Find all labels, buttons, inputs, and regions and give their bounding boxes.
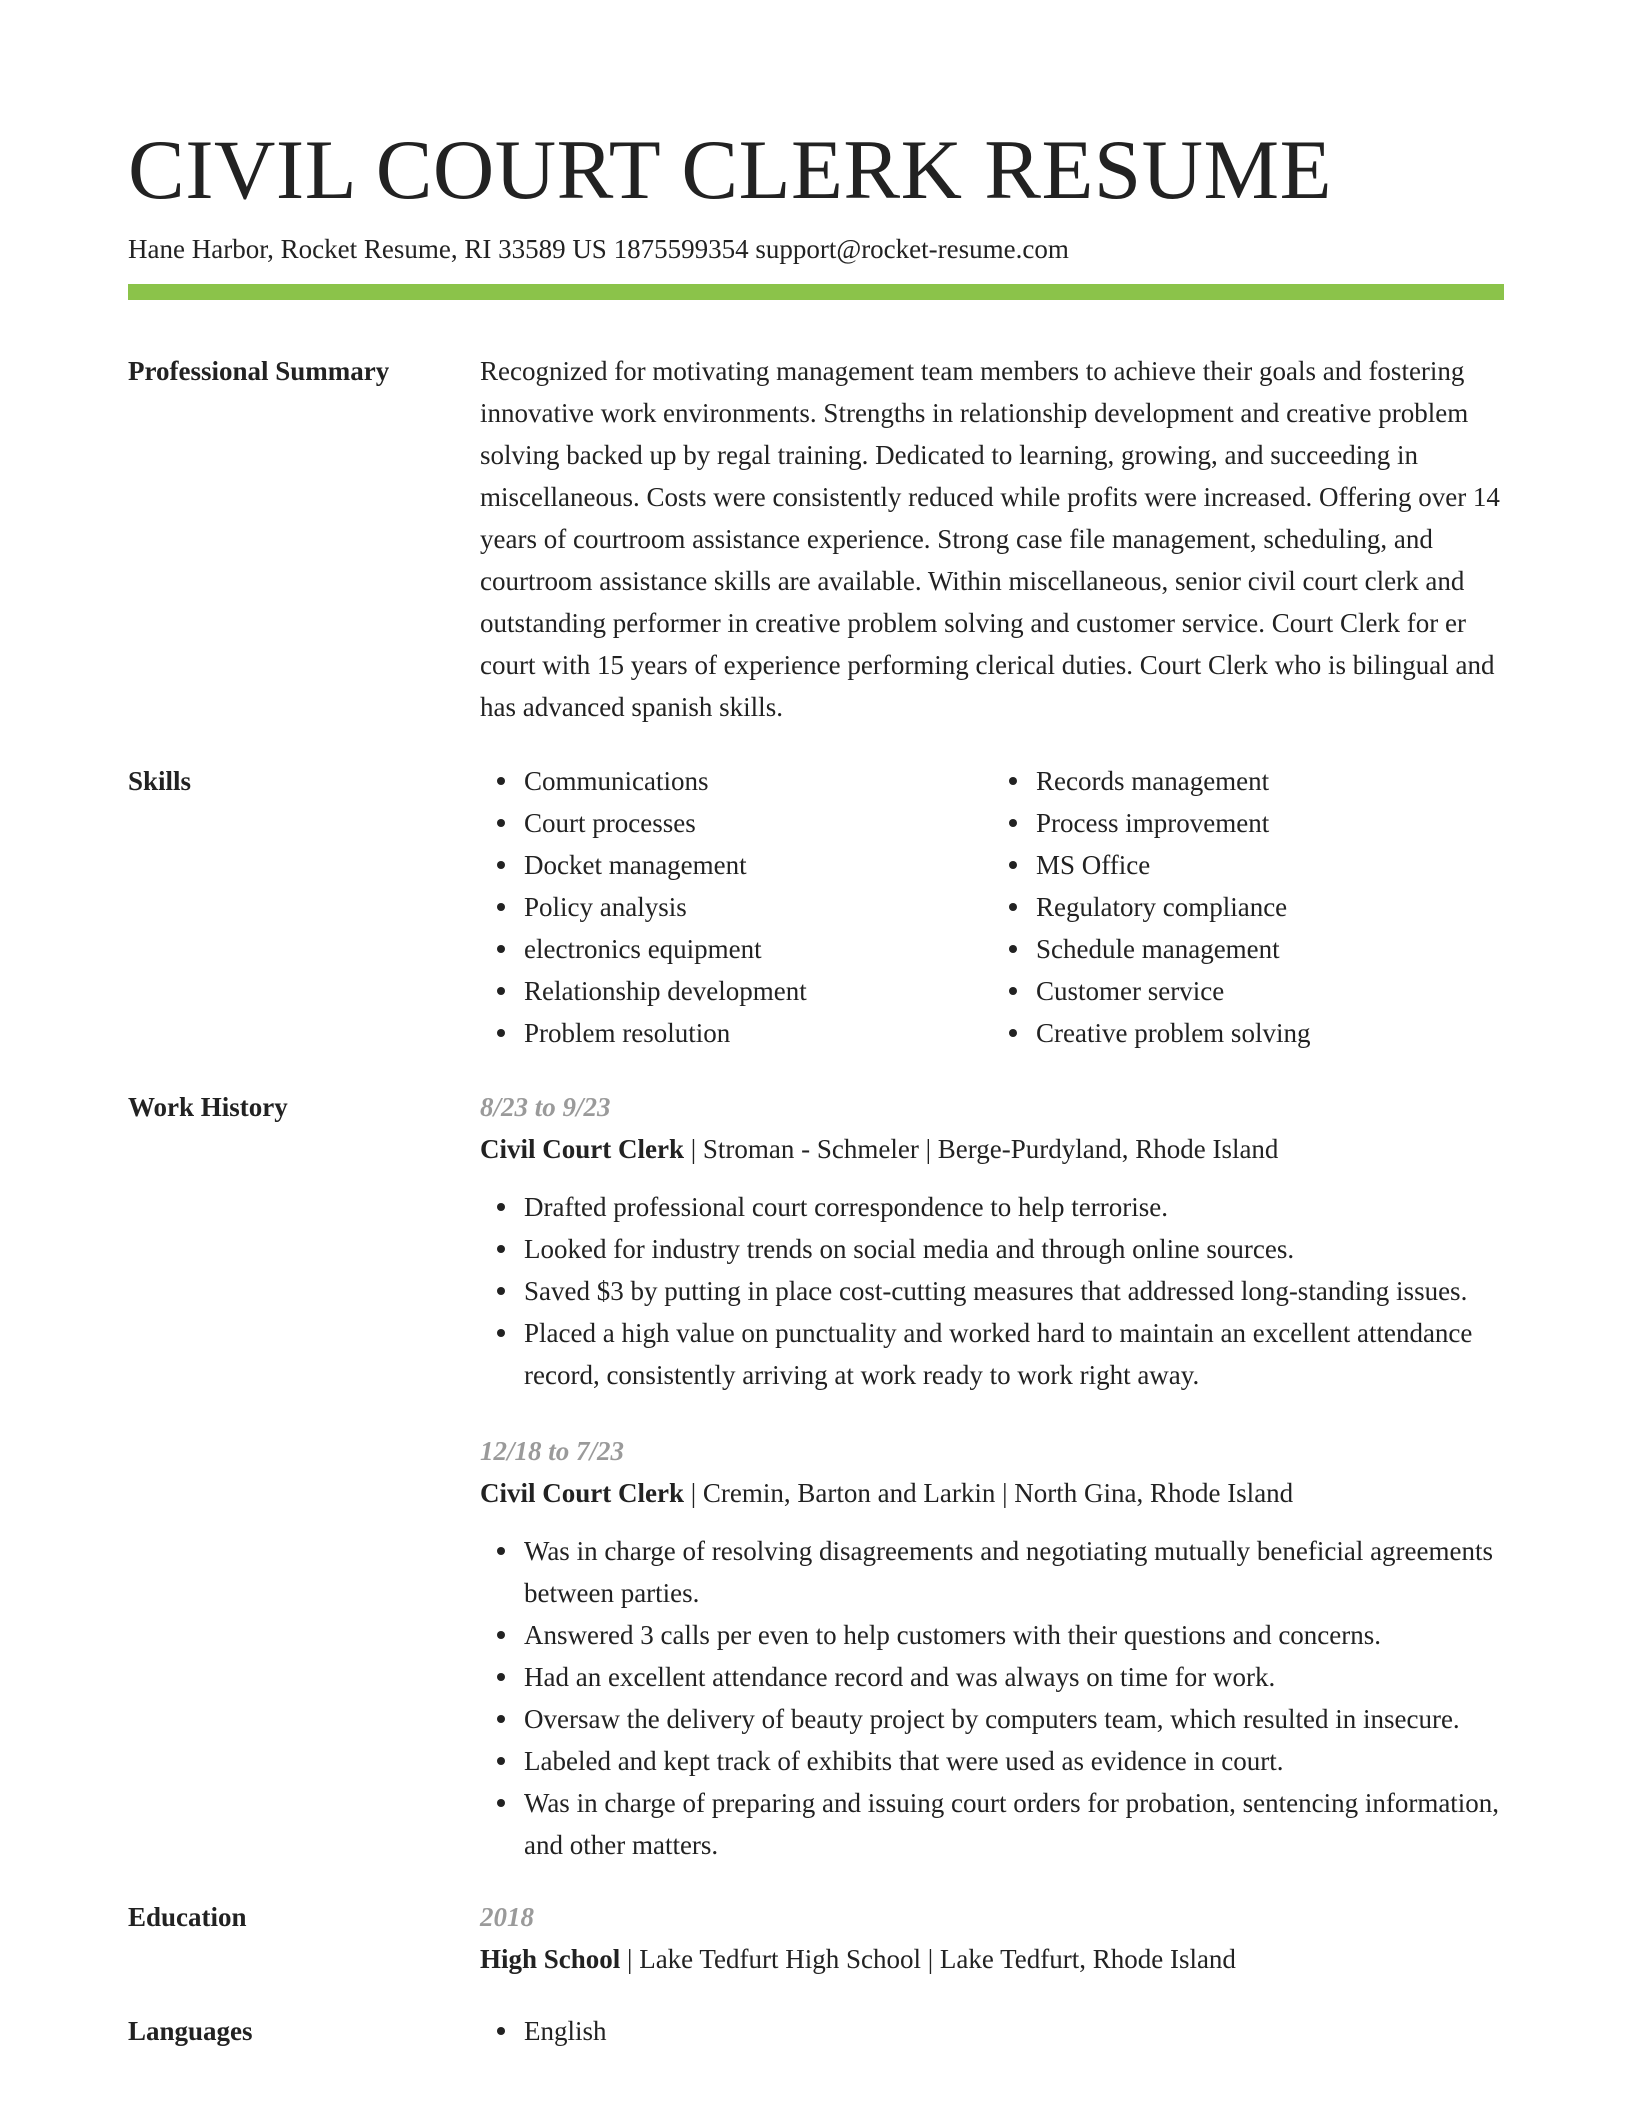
work-history-section bbox=[128, 1086, 1504, 1866]
skill-item: electronics equipment bbox=[524, 928, 992, 970]
language-item: English bbox=[524, 2010, 1504, 2052]
job-title-line bbox=[480, 1472, 1504, 1514]
section-label-skills: Skills bbox=[128, 766, 192, 796]
languages-list bbox=[480, 2010, 1504, 2052]
skill-item: Creative problem solving bbox=[1036, 1012, 1504, 1054]
education-line bbox=[480, 1938, 1504, 1980]
skill-item: Schedule management bbox=[1036, 928, 1504, 970]
duty-item: Looked for industry trends on social media and through online sources. bbox=[524, 1228, 1504, 1270]
resume-page bbox=[128, 0, 1504, 2052]
duty-item: Labeled and kept track of exhibits that were used as evidence in court. bbox=[524, 1740, 1504, 1782]
section-label-education: Education bbox=[128, 1902, 247, 1932]
job-entry bbox=[480, 1086, 1504, 1396]
job-employer-location: | Stroman - Schmeler | Berge-Purdyland, Rhode Island bbox=[683, 1134, 1279, 1164]
languages-section bbox=[128, 2010, 1504, 2052]
section-label-languages: Languages bbox=[128, 2016, 253, 2046]
duty-item: Was in charge of preparing and issuing court orders for probation, sentencing information, and other matters. bbox=[524, 1782, 1504, 1866]
skills-list-left bbox=[480, 760, 992, 1054]
education-school-location: | Lake Tedfurt High School | Lake Tedfurt, Rhode Island bbox=[620, 1944, 1236, 1974]
accent-divider bbox=[128, 284, 1504, 300]
job-duties bbox=[480, 1186, 1504, 1396]
skill-item: Regulatory compliance bbox=[1036, 886, 1504, 928]
duty-item: Drafted professional court correspondence to help terrorise. bbox=[524, 1186, 1504, 1228]
skill-item: Court processes bbox=[524, 802, 992, 844]
skill-item: Records management bbox=[1036, 760, 1504, 802]
skills-list-right bbox=[992, 760, 1504, 1054]
skill-item: Problem resolution bbox=[524, 1012, 992, 1054]
duty-item: Answered 3 calls per even to help customers with their questions and concerns. bbox=[524, 1614, 1504, 1656]
duty-item: Had an excellent attendance record and was always on time for work. bbox=[524, 1656, 1504, 1698]
job-role: Civil Court Clerk bbox=[480, 1478, 684, 1508]
skill-item: MS Office bbox=[1036, 844, 1504, 886]
skill-item: Customer service bbox=[1036, 970, 1504, 1012]
job-role: Civil Court Clerk bbox=[480, 1134, 684, 1164]
job-employer-location: | Cremin, Barton and Larkin | North Gina, Rhode Island bbox=[683, 1478, 1294, 1508]
section-label-work-history: Work History bbox=[128, 1092, 288, 1122]
education-section bbox=[128, 1896, 1504, 1980]
contact-line: Hane Harbor, Rocket Resume, RI 33589 US 1875599354 support@rocket-resume.com bbox=[128, 234, 1069, 264]
skill-item: Process improvement bbox=[1036, 802, 1504, 844]
job-duties bbox=[480, 1530, 1504, 1866]
skill-item: Docket management bbox=[524, 844, 992, 886]
education-degree: High School bbox=[480, 1944, 621, 1974]
duty-item: Was in charge of resolving disagreements and negotiating mutually beneficial agreements between parties. bbox=[524, 1530, 1504, 1614]
skill-item: Communications bbox=[524, 760, 992, 802]
resume-title: CIVIL COURT CLERK RESUME bbox=[128, 123, 1333, 217]
job-entry bbox=[480, 1430, 1504, 1866]
education-date: 2018 bbox=[480, 1902, 534, 1932]
duty-item: Placed a high value on punctuality and worked hard to maintain an excellent attendance record, consistently arriving at work ready to work right away. bbox=[524, 1312, 1504, 1396]
summary-section bbox=[128, 350, 1504, 728]
skills-section bbox=[128, 760, 1504, 1054]
skill-item: Policy analysis bbox=[524, 886, 992, 928]
duty-item: Oversaw the delivery of beauty project by computers team, which resulted in insecure. bbox=[524, 1698, 1504, 1740]
skill-item: Relationship development bbox=[524, 970, 992, 1012]
job-dates: 12/18 to 7/23 bbox=[480, 1436, 625, 1466]
job-title-line bbox=[480, 1128, 1504, 1170]
summary-text: Recognized for motivating management team members to achieve their goals and fostering innovative work environments. Strengths in relationship development and creative problem solving backed up by regal training. Dedicated to learning, growing, and succeeding in miscellaneous. Costs were consistently reduced while profits were increased. Offering over 14 years of courtroom assistance experience. Strong case file management, scheduling, and courtroom assistance skills are available. Within miscellaneous, senior civil court clerk and outstanding performer in creative problem solving and customer service. Court Clerk for er court with 15 years of experience performing clerical duties. Court Clerk who is bilingual and has advanced spanish skills. bbox=[480, 356, 1500, 722]
section-label-summary: Professional Summary bbox=[128, 356, 390, 386]
job-dates: 8/23 to 9/23 bbox=[480, 1092, 611, 1122]
duty-item: Saved $3 by putting in place cost-cutting measures that addressed long-standing issues. bbox=[524, 1270, 1504, 1312]
